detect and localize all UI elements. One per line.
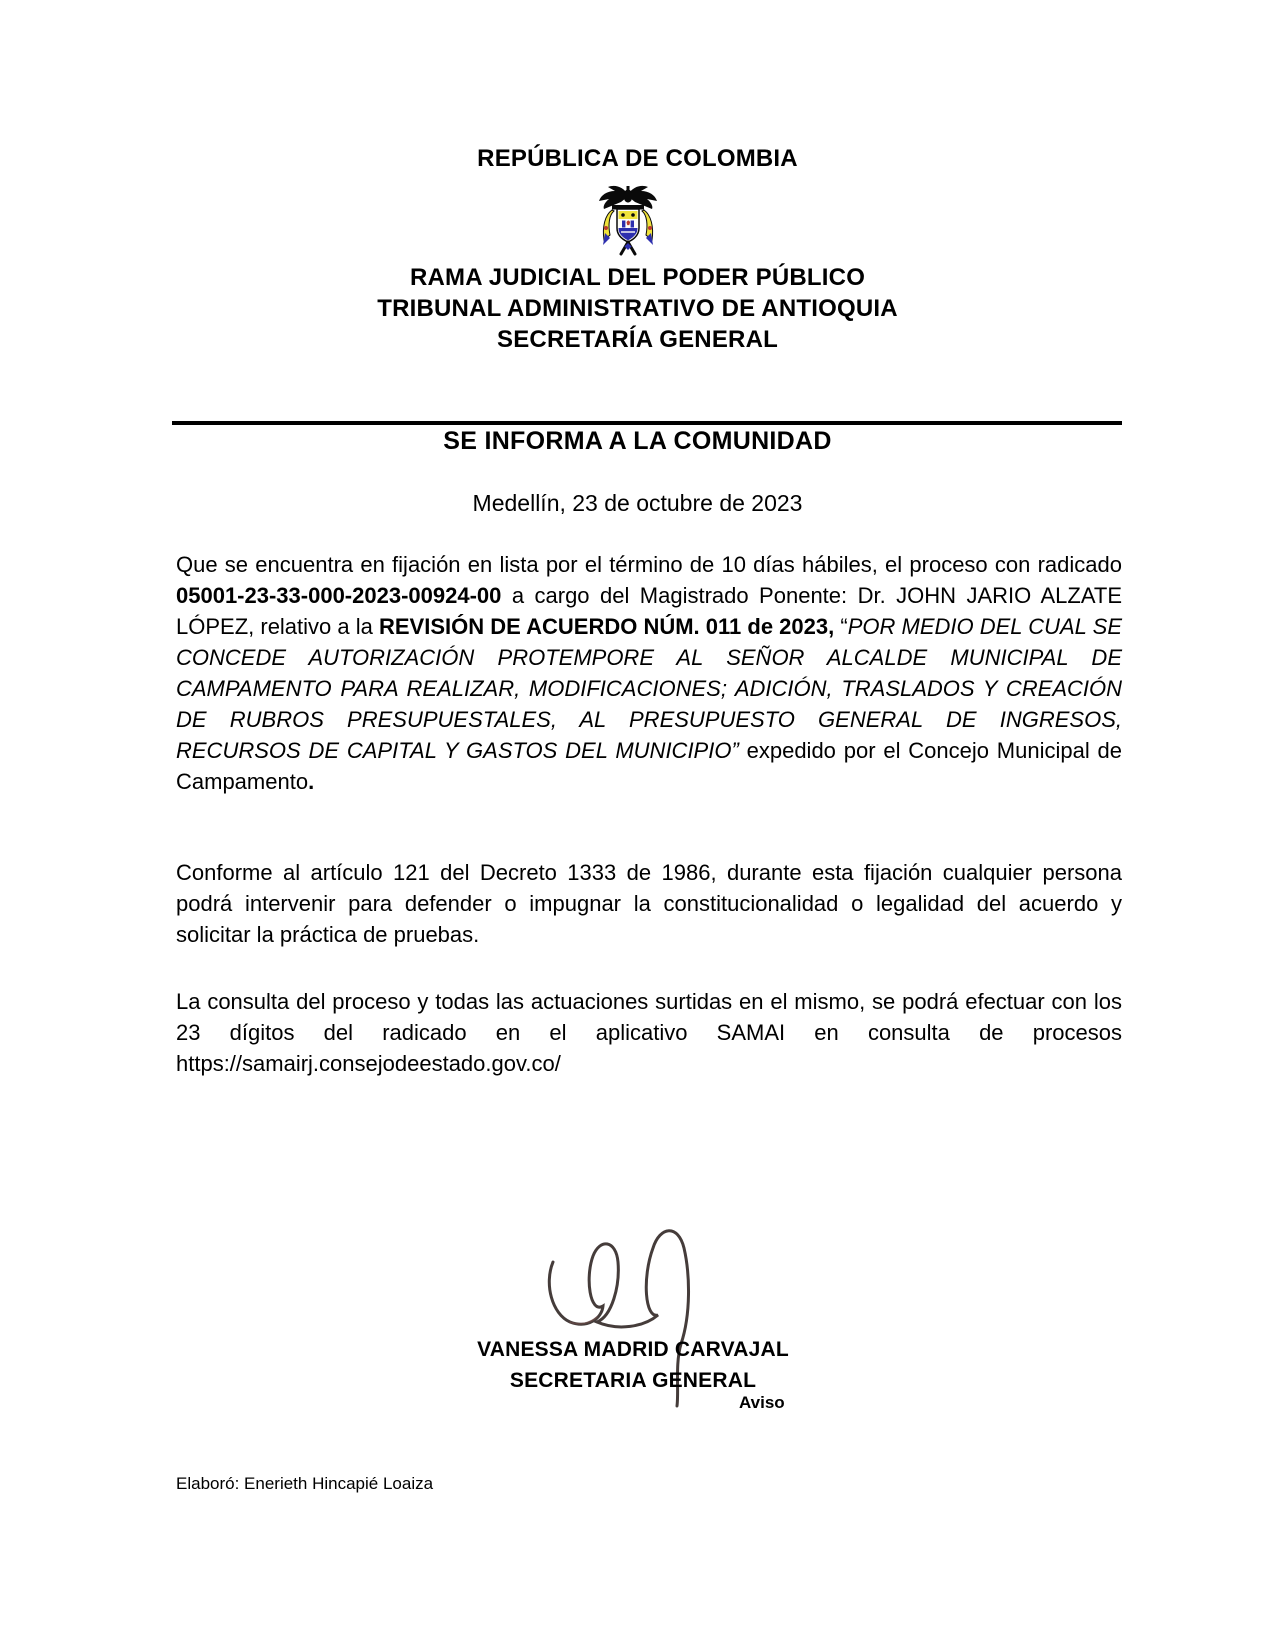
signer-title: SECRETARIA GENERAL bbox=[509, 1369, 757, 1392]
aviso-label: Aviso bbox=[739, 1393, 785, 1412]
p1-final-period: . bbox=[308, 769, 315, 794]
paragraph-fijacion bbox=[176, 549, 1122, 797]
radicado-number: 05001-23-33-000-2023-00924-00 bbox=[176, 583, 502, 608]
paragraph-consulta bbox=[176, 986, 1122, 1079]
acuerdo-reference: REVISIÓN DE ACUERDO NÚM. 011 de 2023, bbox=[379, 614, 835, 639]
horizontal-divider bbox=[172, 421, 1122, 425]
p3-text: La consulta del proceso y todas las actuaciones surtidas en el mismo, se podrá efectuar con los 23 dígitos del radicado en el aplicativo SAMAI en consulta de procesos bbox=[176, 989, 1122, 1045]
office-line: SECRETARÍA GENERAL bbox=[497, 326, 778, 353]
prepared-by-line: Elaboró: Enerieth Hincapié Loaiza bbox=[176, 1474, 434, 1493]
signer-name: VANESSA MADRID CARVAJAL bbox=[477, 1338, 789, 1361]
notice-heading: SE INFORMA A LA COMUNIDAD bbox=[443, 427, 832, 455]
court-name-line: TRIBUNAL ADMINISTRATIVO DE ANTIOQUIA bbox=[377, 295, 898, 322]
p1-intro: Que se encuentra en fijación en lista por el término de 10 días hábiles, el proceso con radicado bbox=[176, 552, 1122, 577]
judicial-branch-line: RAMA JUDICIAL DEL PODER PÚBLICO bbox=[409, 264, 866, 291]
signature-block bbox=[383, 1334, 883, 1396]
dateline: Medellín, 23 de octubre de 2023 bbox=[472, 490, 803, 516]
p1-closing: expedido por el Concejo Municipal de Campamento bbox=[176, 738, 1123, 794]
coat-of-arms-icon bbox=[597, 182, 659, 260]
paragraph-decreto: Conforme al artículo 121 del Decreto 1333 de 1986, durante esta fijación cualquier persona podrá intervenir para defender o impugnar la constitucionalidad o legalidad del acuerdo y solicitar la práctica de pruebas. bbox=[176, 860, 1122, 947]
samai-url: https://samairj.consejodeestado.gov.co/ bbox=[176, 1051, 561, 1076]
p1-magistrado: a cargo del Magistrado Ponente: Dr. JOHN JARIO ALZATE LÓPEZ, relativo a la bbox=[176, 583, 1122, 639]
republic-title: REPÚBLICA DE COLOMBIA bbox=[477, 145, 798, 172]
acuerdo-quote: POR MEDIO DEL CUAL SE CONCEDE AUTORIZACIÓN PROTEMPORE AL SEÑOR ALCALDE MUNICIPAL DE CAMPAMENTO PARA REALIZAR, MODIFICACIONES; ADICIÓN, TRASLADOS Y CREACIÓN DE RUBROS PRESUPUESTALES, AL PRESUPUESTO GENERAL DE INGRESOS, RECURSOS DE CAPITAL Y GASTOS DEL MUNICIPIO” bbox=[176, 614, 1122, 763]
header-lines bbox=[0, 262, 1275, 355]
p1-open-quote: “ bbox=[834, 614, 848, 639]
